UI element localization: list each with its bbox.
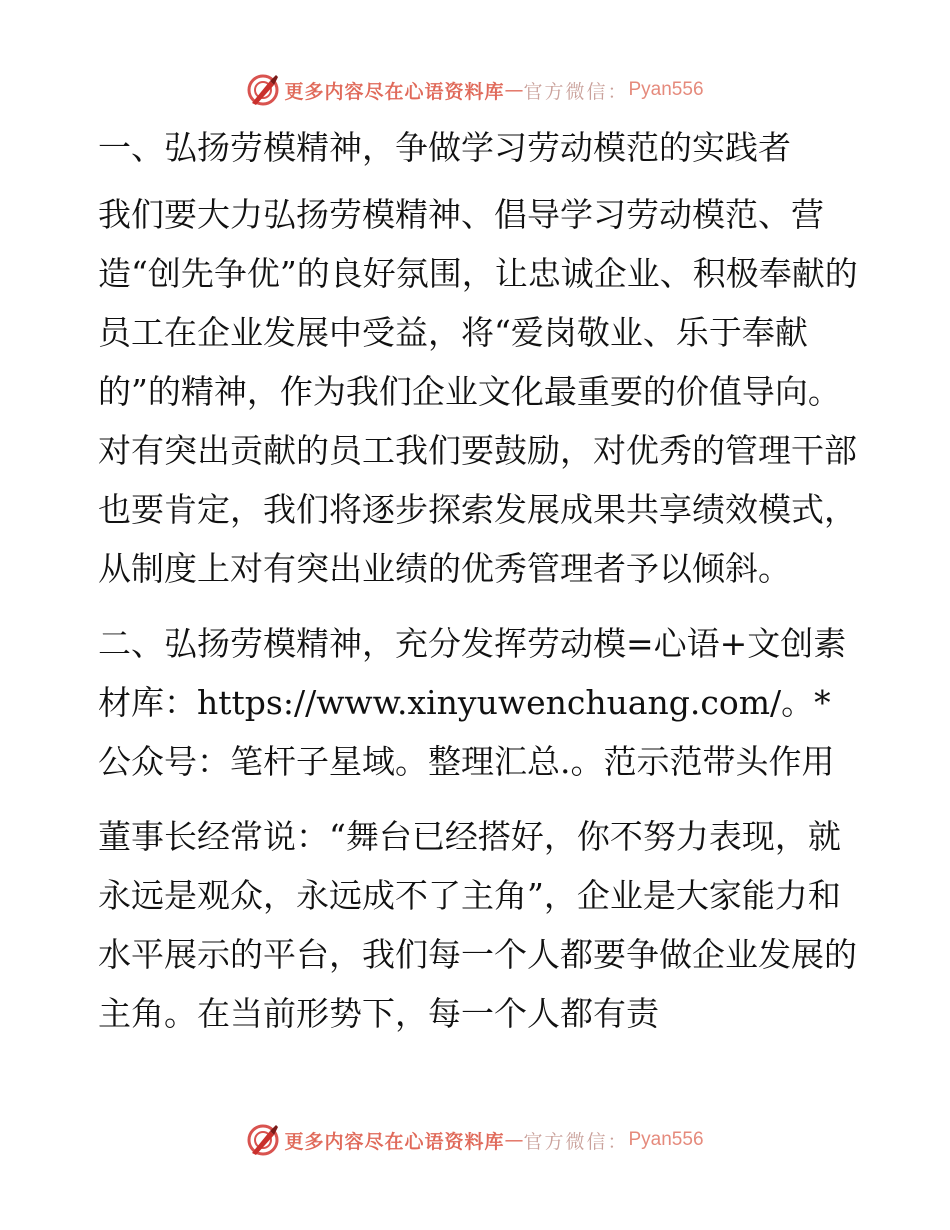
watermark-label: 官方微信： — [523, 1130, 629, 1153]
pen-logo-icon — [246, 1123, 280, 1157]
watermark-id: Pyan556 — [628, 79, 704, 100]
watermark-id: Pyan556 — [628, 1129, 704, 1150]
document-body — [98, 118, 858, 1059]
watermark-label: 官方微信： — [523, 80, 629, 103]
section-heading-2: 二、弘扬劳模精神，充分发挥劳动模=心语+文创素材库：https://www.xinyuwenchuang.com/。*公众号：笔杆子星域。整理汇总.。范示范带头作用 — [98, 624, 847, 781]
watermark-separator: — — [504, 1129, 524, 1151]
watermark-name: 更多内容尽在心语资料库 — [284, 80, 505, 103]
section-paragraph-2: 董事长经常说：“舞台已经搭好，你不努力表现，就永远是观众，永远成不了主角”，企业是大家能力和水平展示的平台，我们每一个人都要争做企业发展的主角。在当前形势下，每一个人都有责 — [98, 817, 857, 1033]
pen-logo-icon — [246, 73, 280, 107]
watermark-name: 更多内容尽在心语资料库 — [284, 1130, 505, 1153]
footer-watermark — [0, 1120, 950, 1160]
section-heading-1: 一、弘扬劳模精神，争做学习劳动模范的实践者 — [98, 128, 791, 167]
header-watermark — [0, 70, 950, 110]
watermark-separator: — — [504, 79, 524, 101]
section-paragraph-1: 我们要大力弘扬劳模精神、倡导学习劳动模范、营造“创先争优”的良好氛围，让忠诚企业、积极奉献的员工在企业发展中受益，将“爱岗敬业、乐于奉献的”的精神，作为我们企业文化最重要的价值导向。对有突出贡献的员工我们要鼓励，对优秀的管理干部也要肯定，我们将逐步探索发展成果共享绩效模式，从制度上对有突出业绩的优秀管理者予以倾斜。 — [98, 195, 858, 588]
